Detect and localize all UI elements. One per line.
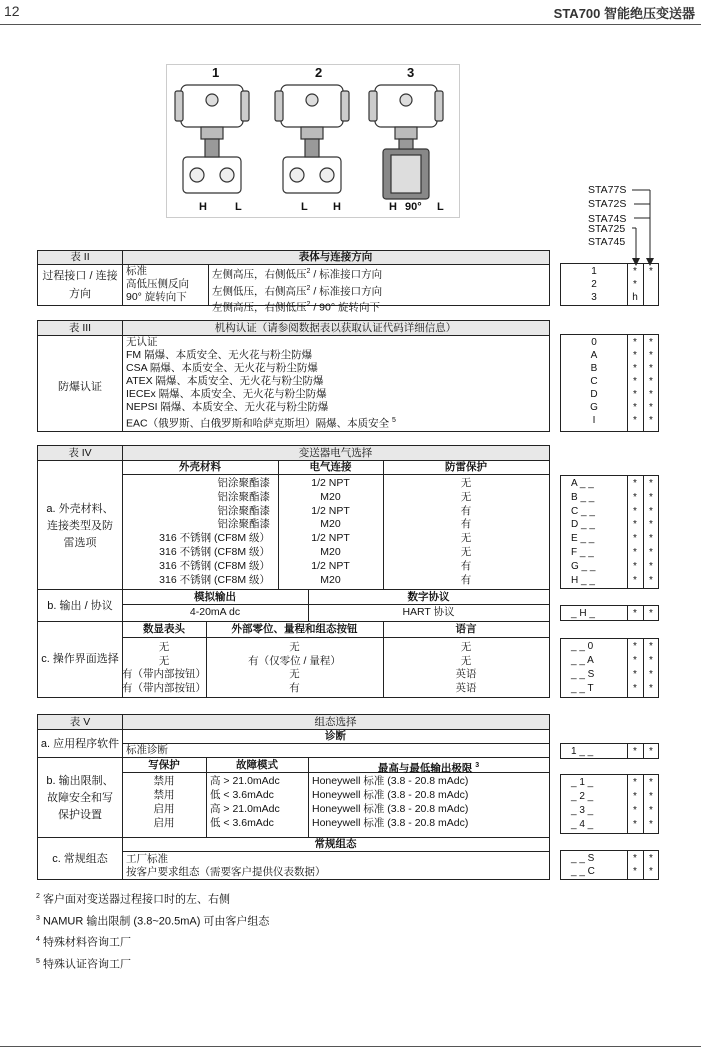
cell: Honeywell 标准 (3.8 - 20.8 mAdc) xyxy=(312,803,469,815)
column-header: 诊断 xyxy=(325,730,346,742)
mark: * xyxy=(633,641,637,652)
table-4-c-label: c. 操作界面选择 xyxy=(41,653,119,665)
cell: Honeywell 标准 (3.8 - 20.8 mAdc) xyxy=(312,775,469,787)
code: _ 3 _ xyxy=(571,805,594,816)
cell: HART 协议 xyxy=(402,606,455,618)
cell: 无 xyxy=(460,490,472,503)
cell: 按客户要求组态（需要客户提供仪表数据） xyxy=(126,866,326,878)
transmitter-drawing xyxy=(167,65,459,217)
cell: 316 不锈钢 (CF8M 级） xyxy=(159,545,270,558)
cell: 标准诊断 xyxy=(126,744,168,756)
mark: * xyxy=(649,505,653,517)
code: B xyxy=(590,363,598,374)
table-2-codes xyxy=(560,263,659,306)
code: D xyxy=(590,389,598,400)
table-3-name: 表 III xyxy=(68,322,92,334)
table-3-codes xyxy=(560,334,659,432)
mark: * xyxy=(633,350,637,361)
code: _ _ T xyxy=(571,683,594,694)
mark: * xyxy=(633,519,637,531)
cert-item: IECEx 隔爆、本质安全、无火花与粉尘防爆 xyxy=(126,388,327,400)
footnote-number: 2 xyxy=(36,893,40,900)
table-2-row-a: 90° 旋转向下 xyxy=(126,291,187,303)
model-arrows xyxy=(586,184,666,266)
mark: * xyxy=(633,853,637,864)
mark: * xyxy=(649,560,653,572)
cell: 铝涂聚酯漆 xyxy=(217,518,270,531)
mark: * xyxy=(649,746,653,757)
table-4-a-label: a. 外壳材料、连接类型及防雷选项 xyxy=(46,503,114,549)
column-header: 模拟输出 xyxy=(194,591,236,603)
cell: 低 < 3.6mAdc xyxy=(210,817,274,829)
mark: * xyxy=(633,866,637,877)
table-2-row-b: 左侧低压，右侧高压 xyxy=(212,285,307,297)
table-2-row-b: 左侧高压，右侧低压 xyxy=(212,268,307,281)
mark: * xyxy=(633,363,637,374)
cell: Honeywell 标准 (3.8 - 20.8 mAdc) xyxy=(312,817,469,829)
code: _ 4 _ xyxy=(571,819,594,830)
model-sta72s: STA72S xyxy=(588,198,627,210)
cell: 有（仅零位 / 量程） xyxy=(248,654,341,667)
cert-item: ATEX 隔爆、本质安全、无火花与粉尘防爆 xyxy=(126,375,324,387)
mark: * xyxy=(649,819,653,830)
mark: * xyxy=(649,805,653,816)
code: F _ _ xyxy=(571,546,594,558)
figure-label: H xyxy=(389,201,397,213)
code: 1 _ _ xyxy=(571,746,594,757)
mark: * xyxy=(649,337,653,348)
figure-number-3: 3 xyxy=(407,65,415,80)
table-3-label: 防爆认证 xyxy=(58,381,102,393)
mark: * xyxy=(649,376,653,387)
table-4-b-label: b. 输出 / 协议 xyxy=(47,600,113,612)
code: 3 xyxy=(591,292,597,303)
code: 2 xyxy=(591,279,597,290)
code: _ _ A xyxy=(571,655,594,666)
code: _ H _ xyxy=(571,608,595,619)
table-3 xyxy=(37,320,550,432)
mark: * xyxy=(633,266,637,277)
cell: M20 xyxy=(320,518,341,531)
cell: 4-20mA dc xyxy=(189,606,241,618)
cert-item: CSA 隔爆、本质安全、无火花与粉尘防爆 xyxy=(126,362,318,374)
mark: * xyxy=(633,805,637,816)
mark: * xyxy=(649,363,653,374)
transmitter-figure xyxy=(166,64,460,218)
table-2-name: 表 II xyxy=(70,251,90,263)
cert-item: EAC（俄罗斯、白俄罗斯和哈萨克斯坦）隔爆、本质安全 xyxy=(126,417,390,430)
table-5-c-codes xyxy=(560,850,659,880)
table-2-row-c: / 标准接口方向 xyxy=(313,285,383,297)
footnote-text: NAMUR 输出限制 (3.8~20.5mA) 可由客户组态 xyxy=(42,915,270,928)
footnote-text: 客户面对变送器过程接口时的左、右侧 xyxy=(42,893,230,906)
code: _ _ C xyxy=(571,866,595,877)
table-4-c-codes xyxy=(560,638,659,698)
cell: 铝涂聚酯漆 xyxy=(217,477,270,489)
column-header: 数字协议 xyxy=(407,591,450,603)
mark: * xyxy=(649,791,653,802)
cell: 高 > 21.0mAdc xyxy=(210,775,280,787)
footnote-text: 特殊材料咨询工厂 xyxy=(42,936,131,949)
mark: * xyxy=(633,546,637,558)
code: 1 xyxy=(591,266,597,277)
mark: * xyxy=(649,608,653,619)
mark: * xyxy=(649,415,653,426)
cell: 316 不锈钢 (CF8M 级） xyxy=(159,573,270,586)
table-2-row-c: / 标准接口方向 xyxy=(313,268,383,281)
footnote-number: 5 xyxy=(36,957,40,965)
header-rule xyxy=(0,24,701,25)
cell: 无 xyxy=(158,654,170,667)
cell: 无 xyxy=(460,641,472,653)
table-5-a-label: a. 应用程序软件 xyxy=(40,738,120,750)
cell: M20 xyxy=(320,573,341,586)
table-5-a-codes xyxy=(560,743,659,759)
cell: 启用 xyxy=(153,817,175,829)
table-5-b-codes xyxy=(560,774,659,834)
model-sta77s: STA77S xyxy=(588,184,627,196)
cell: 无 xyxy=(460,545,472,558)
code: _ 1 _ xyxy=(571,777,594,788)
cell: 无 xyxy=(158,641,170,653)
mark: * xyxy=(649,574,653,586)
cell: 有 xyxy=(289,681,300,694)
table-2-row-a: 高低压侧反向 xyxy=(126,278,189,290)
cell: M20 xyxy=(320,545,341,558)
mark: * xyxy=(633,669,637,680)
column-header: 写保护 xyxy=(148,759,180,771)
figure-label: H xyxy=(333,201,341,213)
column-header: 语言 xyxy=(455,623,477,635)
table-4-a-codes xyxy=(560,475,659,589)
cell: 工厂标准 xyxy=(126,853,168,865)
mark: * xyxy=(633,505,637,517)
cell: 禁用 xyxy=(153,775,175,787)
cell: M20 xyxy=(320,490,341,503)
column-header: 故障模式 xyxy=(236,759,278,771)
table-4-title: 变送器电气选择 xyxy=(298,447,373,459)
code: C _ _ xyxy=(571,505,595,517)
cell: 禁用 xyxy=(153,789,175,801)
cell: 1/2 NPT xyxy=(311,504,350,517)
code: E _ _ xyxy=(571,533,595,545)
document-title: STA700 智能绝压变送器 xyxy=(553,6,695,21)
page-number: 12 xyxy=(4,3,20,19)
cell: 无 xyxy=(460,532,472,545)
footnote-ref: 3 xyxy=(475,762,480,769)
mark: * xyxy=(649,866,653,877)
footnote-number: 3 xyxy=(36,914,40,922)
table-5 xyxy=(37,714,550,880)
cell: 无 xyxy=(289,641,300,653)
column-header: 数显表头 xyxy=(143,623,185,635)
mark: * xyxy=(649,533,653,545)
code: D _ _ xyxy=(571,519,595,531)
code: A xyxy=(590,350,598,361)
model-selector xyxy=(586,184,666,266)
cell: 有 xyxy=(460,518,472,531)
mark: * xyxy=(649,641,653,652)
cert-item: 无认证 xyxy=(126,336,158,348)
cell: 有（带内部按钮） xyxy=(122,681,206,694)
model-sta725: STA725 xyxy=(588,223,626,235)
figure-label: L xyxy=(437,201,444,213)
code: 0 xyxy=(591,337,597,348)
code: B _ _ xyxy=(571,491,595,503)
mark: * xyxy=(633,491,637,503)
mark: * xyxy=(649,478,653,489)
table-2-row-a: 标准 xyxy=(126,265,147,277)
cert-item: NEPSI 隔爆、本质安全、无火花与粉尘防爆 xyxy=(126,401,329,413)
mark: * xyxy=(633,560,637,572)
table-4 xyxy=(37,445,550,698)
code: _ 2 _ xyxy=(571,791,594,802)
table-2 xyxy=(37,250,550,314)
footnote-ref: 2 xyxy=(306,284,311,292)
table-2-row-c: / 90° 旋转向下 xyxy=(313,301,380,314)
mark: * xyxy=(633,376,637,387)
cell: 316 不锈钢 (CF8M 级） xyxy=(159,532,270,545)
figure-label: L xyxy=(235,201,242,213)
column-header: 外部零位、量程和组态按钮 xyxy=(231,623,358,635)
mark: * xyxy=(633,791,637,802)
cell: 无 xyxy=(289,668,300,680)
mark: * xyxy=(633,683,637,694)
figure-label: L xyxy=(301,201,308,213)
footnote-ref: 2 xyxy=(306,268,311,275)
table-5-b-label: b. 输出限制、故障安全和写保护设置 xyxy=(46,775,114,821)
cell: 低 < 3.6mAdc xyxy=(210,789,274,801)
cell: 铝涂聚酯漆 xyxy=(217,490,270,503)
mark: * xyxy=(633,777,637,788)
mark: * xyxy=(633,746,637,757)
footnote-ref: 2 xyxy=(306,301,311,308)
cell: 有（带内部按钮） xyxy=(122,668,206,680)
cell: 1/2 NPT xyxy=(311,559,350,572)
model-sta74s: STA74S xyxy=(588,213,627,225)
code: _ _ S xyxy=(571,853,595,864)
cell: 无 xyxy=(460,477,472,489)
mark: * xyxy=(649,519,653,531)
table-5-c-label: c. 常规组态 xyxy=(52,853,108,865)
figure-number-1: 1 xyxy=(212,65,220,80)
cell: 1/2 NPT xyxy=(311,477,350,489)
code: G _ _ xyxy=(571,560,596,572)
mark: * xyxy=(633,608,637,619)
mark: * xyxy=(649,655,653,666)
footnote-text: 特殊认证咨询工厂 xyxy=(42,958,131,971)
mark: * xyxy=(633,389,637,400)
code: H _ _ xyxy=(571,574,595,586)
table-4-name: 表 IV xyxy=(68,447,92,459)
column-header: 常规组态 xyxy=(314,838,357,850)
mark: * xyxy=(649,669,653,680)
mark: * xyxy=(649,491,653,503)
cell: 英语 xyxy=(455,668,477,680)
mark: * xyxy=(649,389,653,400)
mark: * xyxy=(649,402,653,413)
cell: 英语 xyxy=(455,681,477,694)
mark: * xyxy=(633,478,637,489)
table-3-title: 机构认证（请参阅数据表以获取认证代码详细信息） xyxy=(214,322,457,334)
cell: Honeywell 标准 (3.8 - 20.8 mAdc) xyxy=(312,789,469,801)
code: _ _ S xyxy=(571,669,595,680)
footnote-ref: 5 xyxy=(392,417,396,424)
mark: * xyxy=(633,402,637,413)
table-4-b-codes xyxy=(560,605,659,621)
code: C xyxy=(590,376,598,387)
mark: * xyxy=(649,777,653,788)
cell: 316 不锈钢 (CF8M 级） xyxy=(159,559,270,572)
column-header: 电气连接 xyxy=(309,461,352,473)
mark: * xyxy=(633,415,637,426)
cell: 有 xyxy=(460,504,472,517)
cert-item: FM 隔爆、本质安全、无火花与粉尘防爆 xyxy=(126,349,313,361)
code: I xyxy=(592,415,596,426)
column-header: 最高与最低输出极限 xyxy=(377,762,473,775)
footnotes xyxy=(36,889,269,973)
figure-number-2: 2 xyxy=(315,65,323,80)
mark: h xyxy=(632,292,638,303)
mark: * xyxy=(649,350,653,361)
model-sta745: STA745 xyxy=(588,236,626,248)
cell: 有 xyxy=(460,573,472,586)
cell: 1/2 NPT xyxy=(311,532,350,545)
mark: * xyxy=(649,546,653,558)
mark: * xyxy=(633,819,637,830)
code: A _ _ xyxy=(571,478,594,489)
cell: 有 xyxy=(460,559,472,572)
footer-rule xyxy=(0,1046,701,1047)
mark: * xyxy=(633,574,637,586)
code: _ _ 0 xyxy=(571,641,594,652)
mark: * xyxy=(633,655,637,666)
table-2-label: 过程接口 / 连接方向 xyxy=(42,270,118,300)
mark: * xyxy=(633,533,637,545)
figure-label: H xyxy=(199,201,207,213)
mark: * xyxy=(649,853,653,864)
mark: * xyxy=(649,683,653,694)
table-2-row-b: 左侧高压，右侧低压 xyxy=(212,301,307,314)
footnote-number: 4 xyxy=(36,936,40,944)
cell: 铝涂聚酯漆 xyxy=(217,504,270,517)
cell: 无 xyxy=(460,654,472,667)
table-5-name: 表 V xyxy=(69,716,91,728)
table-5-title: 组态选择 xyxy=(314,716,357,728)
cell: 启用 xyxy=(153,803,175,815)
mark: * xyxy=(633,337,637,348)
table-2-title: 表体与连接方向 xyxy=(298,251,373,263)
mark: * xyxy=(633,279,637,290)
figure-label: 90° xyxy=(405,201,422,213)
column-header: 外壳材料 xyxy=(179,461,221,473)
mark: * xyxy=(649,266,653,277)
code: G xyxy=(590,402,598,413)
column-header: 防雷保护 xyxy=(445,461,487,473)
cell: 高 > 21.0mAdc xyxy=(210,803,280,815)
